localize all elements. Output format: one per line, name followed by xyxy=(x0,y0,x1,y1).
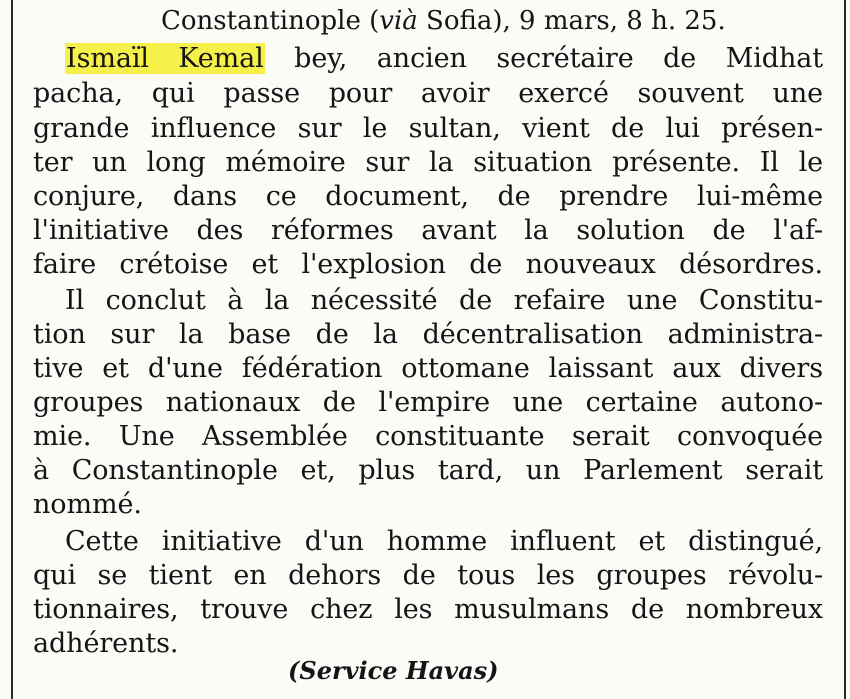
article-line: mie. Une Assemblée constituante serait convoquée xyxy=(33,421,823,452)
dateline-place: Constantinople ( xyxy=(161,6,380,36)
dateline-via: vià xyxy=(379,6,418,36)
dateline xyxy=(161,5,726,38)
article-line: faire crétoise et l'explosion de nouveaux désordres. xyxy=(33,249,823,280)
article-signature: (Service Havas) xyxy=(288,656,499,685)
article-line: adhérents. xyxy=(33,628,179,659)
right-column-rule xyxy=(844,0,846,699)
article-line: tion sur la base de la décentralisation administra- xyxy=(33,319,823,350)
article-line: qui se tient en dehors de tous les groupes révolu- xyxy=(33,560,823,591)
article-line: groupes nationaux de l'empire une certaine autono- xyxy=(33,387,823,418)
article-line: tionnaires, trouve chez les musulmans de nombreux xyxy=(33,594,823,625)
article-line: conjure, dans ce document, de prendre lui-même xyxy=(33,181,823,212)
dateline-rest: Sofia), 9 mars, 8 h. 25. xyxy=(417,6,726,36)
article-line-1-text: bey, ancien secrétaire de Midhat xyxy=(264,43,823,74)
article-line: grande influence sur le sultan, vient de lui présen- xyxy=(33,113,823,144)
article-line: Cette initiative d'un homme influent et distingué, xyxy=(65,526,823,557)
article-line: ter un long mémoire sur la situation présente. Il le xyxy=(33,147,823,178)
article-line: l'initiative des réformes avant la solution de l'af- xyxy=(33,215,823,246)
highlighted-name: Ismaïl Kemal xyxy=(66,43,264,74)
article-line: nommé. xyxy=(33,489,142,520)
article-line: à Constantinople et, plus tard, un Parlement serait xyxy=(33,455,823,486)
article-line-1 xyxy=(65,42,823,75)
article-line: tive et d'une fédération ottomane laissant aux divers xyxy=(33,353,823,384)
left-column-rule xyxy=(11,0,13,699)
article-line: Il conclut à la nécessité de refaire une Constitu- xyxy=(65,285,823,316)
article-line: pacha, qui passe pour avoir exercé souvent une xyxy=(33,78,823,109)
